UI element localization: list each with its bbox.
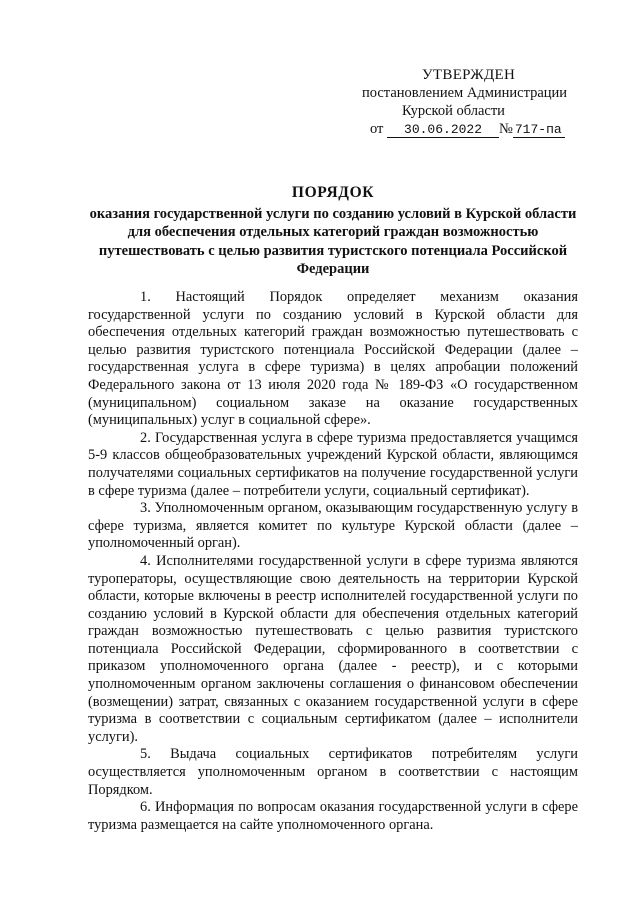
paragraph-4: 4. Исполнителями государственной услуги в сфере туризма являются туроператоры, осуществляющие свою деятельность на территории Курской области, которые включены в реестр исполнителей государственной услуги по созданию условий в Курской области для обеспечения отдельных категорий граждан возможностью путешествовать с целью развития туристского потенциала Российской Федерации, сформированного в соответствии с приказом уполномоченного органа (далее - реестр), и с которыми уполномоченным органом заключены соглашения о финансовом обеспечении (возмещении) затрат, связанных с оказанием государственной услуги в сфере туризма в соответствии с социальным сертификатом (далее – исполнители услуги). <box>88 552 578 745</box>
approval-stamp <box>362 66 592 138</box>
date-prefix: от <box>370 121 384 137</box>
document-heading <box>88 184 578 279</box>
paragraph-6: 6. Информация по вопросам оказания государственной услуги в сфере туризма размещается на сайте уполномоченного органа. <box>88 799 578 833</box>
paragraph-3: 3. Уполномоченным органом, оказывающим государственную услугу в сфере туризма, является комитет по культуре Курской области (далее – уполномоченный орган). <box>88 500 578 552</box>
approval-issuer: постановлением Администрации <box>362 85 568 101</box>
number-prefix: № <box>499 121 513 137</box>
approval-region: Курской области <box>402 103 505 119</box>
document-body <box>88 289 578 834</box>
document-subtitle: оказания государственной услуги по созданию условий в Курской области для обеспечения отдельных категорий граждан возможностью путешествовать с целью развития туристского потенциала Российской Федерации <box>89 205 577 277</box>
document-title: ПОРЯДОК <box>291 184 375 201</box>
approval-date: 30.06.2022 <box>387 122 499 138</box>
approval-date-line <box>370 120 592 138</box>
paragraph-5: 5. Выдача социальных сертификатов потребителям услуги осуществляется уполномоченным органом в соответствии с настоящим Порядком. <box>88 746 578 798</box>
paragraph-1: 1. Настоящий Порядок определяет механизм оказания государственной услуги по созданию условий в Курской области для обеспечения отдельных категорий граждан возможностью путешествовать с целью развития туристского потенциала Российской Федерации (далее – государственная услуга в сфере туризма) в целях апробации положений Федерального закона от 13 июля 2020 года № 189-ФЗ «О государственном (муниципальном) социальном заказе на оказание государственных (муниципальных) услуг в социальной сфере». <box>88 289 578 429</box>
paragraph-2: 2. Государственная услуга в сфере туризма предоставляется учащимся 5-9 классов общеобразовательных учреждений Курской области, являющимся получателями социальных сертификатов на получение государственной услуги в сфере туризма (далее – потребители услуги, социальный сертификат). <box>88 429 578 499</box>
approval-number: 717-па <box>513 122 565 138</box>
approval-word: УТВЕРЖДЕН <box>422 67 516 83</box>
